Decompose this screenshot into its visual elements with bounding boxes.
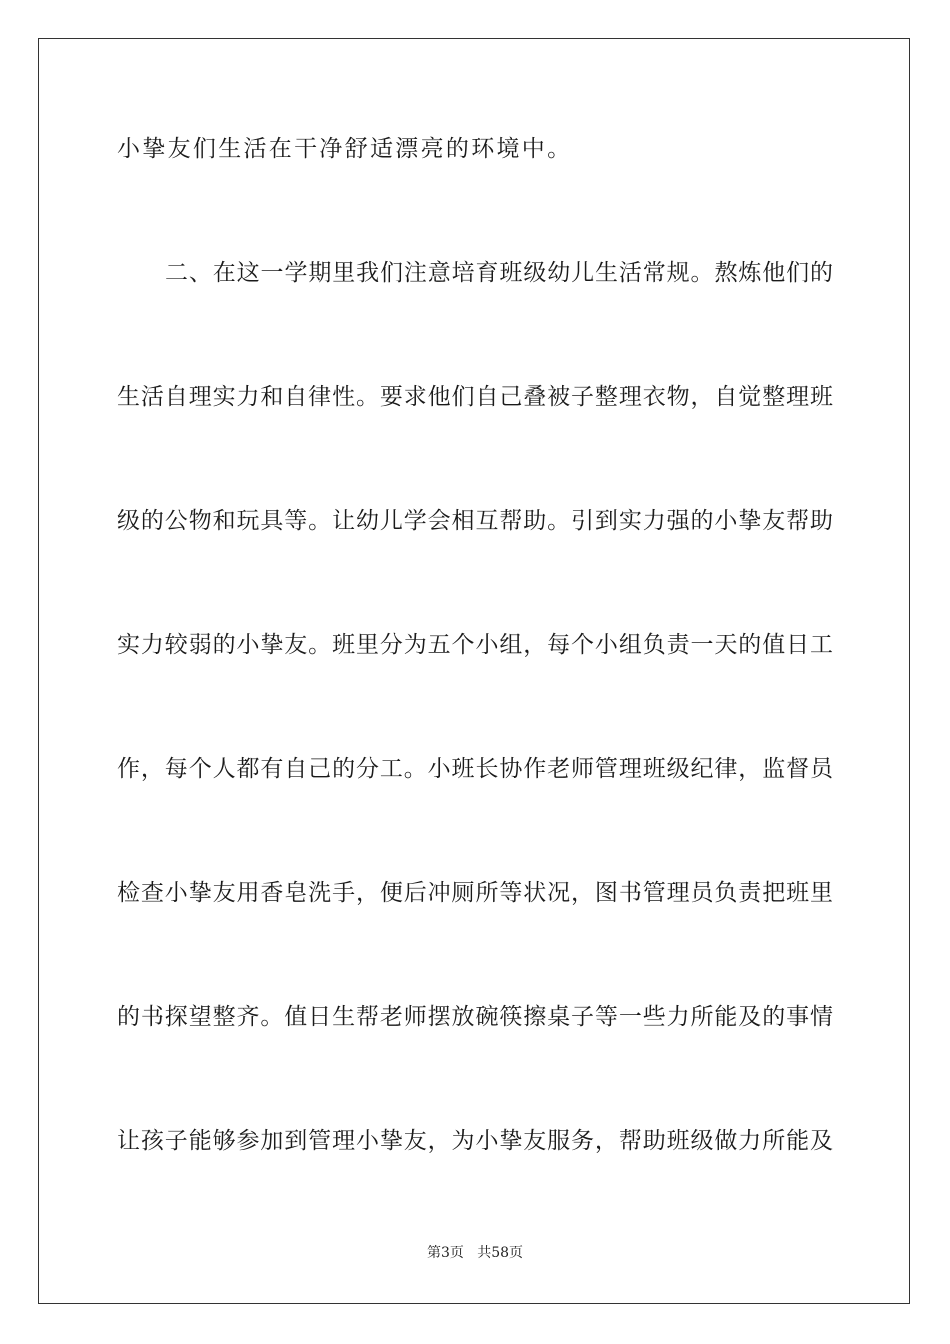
text-line-1: 小挚友们生活在干净舒适漂亮的环境中。 — [117, 136, 573, 162]
text-line-9: 让孩子能够参加到管理小挚友，为小挚友服务，帮助班级做力所能及 — [117, 1128, 833, 1154]
page-border — [38, 38, 910, 1304]
text-line-2: 二、在这一学期里我们注意培育班级幼儿生活常规。熬炼他们的 — [165, 260, 833, 286]
text-line-5: 实力较弱的小挚友。班里分为五个小组，每个小组负责一天的值日工 — [117, 632, 833, 658]
text-line-6: 作，每个人都有自己的分工。小班长协作老师管理班级纪律，监督员 — [117, 756, 833, 782]
text-line-8: 的书探望整齐。值日生帮老师摆放碗筷擦桌子等一些力所能及的事情 — [117, 1004, 833, 1030]
text-line-3: 生活自理实力和自律性。要求他们自己叠被子整理衣物，自觉整理班 — [117, 384, 833, 410]
text-line-7: 检查小挚友用香皂洗手，便后冲厕所等状况，图书管理员负责把班里 — [117, 880, 833, 906]
text-line-4: 级的公物和玩具等。让幼儿学会相互帮助。引到实力强的小挚友帮助 — [117, 508, 833, 534]
page-number-footer: 第3页 共58页 — [426, 1245, 524, 1261]
